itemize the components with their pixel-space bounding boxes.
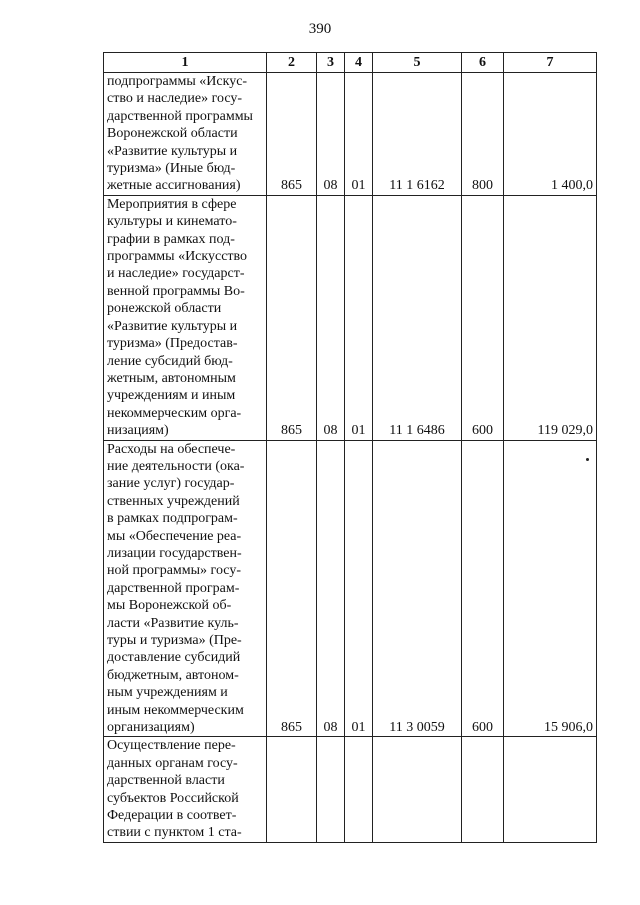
header-row [104,53,597,73]
row-section-code: 08 [317,73,345,196]
row-amount: 15 906,0 [504,440,597,737]
row-ministry-code [267,737,317,842]
header-col-4: 4 [345,53,373,73]
row-expense-type [462,737,504,842]
table-row [104,737,597,842]
row-section-code [317,737,345,842]
scan-speck [586,458,589,461]
row-section-code: 08 [317,195,345,440]
header-col-3: 3 [317,53,345,73]
row-expense-type: 600 [462,195,504,440]
header-col-2: 2 [267,53,317,73]
row-description: Мероприятия в сфере культуры и кинемато- графии в рамках под- программы «Искусство и наследие» государст- венной программы Во- ронежской области «Развитие культуры и туризма» (Предостав- ление субсидий бюд- жетным, автономным учреждениям и иным некоммерческим орга- низациям) [104,195,267,440]
row-amount [504,737,597,842]
row-expense-type: 600 [462,440,504,737]
row-ministry-code: 865 [267,195,317,440]
row-ministry-code: 865 [267,440,317,737]
budget-table [103,52,597,843]
row-target-code: 11 1 6162 [373,73,462,196]
row-ministry-code: 865 [267,73,317,196]
table-row [104,440,597,737]
row-expense-type: 800 [462,73,504,196]
row-target-code [373,737,462,842]
row-subsection-code: 01 [345,195,373,440]
row-section-code: 08 [317,440,345,737]
row-target-code: 11 1 6486 [373,195,462,440]
header-col-6: 6 [462,53,504,73]
row-subsection-code [345,737,373,842]
row-subsection-code: 01 [345,440,373,737]
row-description: подпрограммы «Искус- ство и наследие» госу- дарственной программы Воронежской области «Развитие культуры и туризма» (Иные бюд- жетные ассигнования) [104,73,267,196]
row-amount: 119 029,0 [504,195,597,440]
table-row [104,73,597,196]
header-col-7: 7 [504,53,597,73]
table-row [104,195,597,440]
header-col-1: 1 [104,53,267,73]
row-subsection-code: 01 [345,73,373,196]
row-description: Осуществление пере- данных органам госу- дарственной власти субъектов Российской Федерации в соответ- ствии с пунктом 1 ста- [104,737,267,842]
page-number: 390 [308,21,332,37]
row-target-code: 11 3 0059 [373,440,462,737]
header-col-5: 5 [373,53,462,73]
row-amount: 1 400,0 [504,73,597,196]
row-description: Расходы на обеспече- ние деятельности (ока- зание услуг) государ- ственных учреждений в рамках подпрограм- мы «Обеспечение реа- лизации государствен- ной программы» госу- дарственной програм- мы Воронежской об- ласти «Развитие куль- туры и туризма» (Пре- доставление субсидий бюджетным, автоном- ным учреждениям и иным некоммерческим организациям) [104,440,267,737]
